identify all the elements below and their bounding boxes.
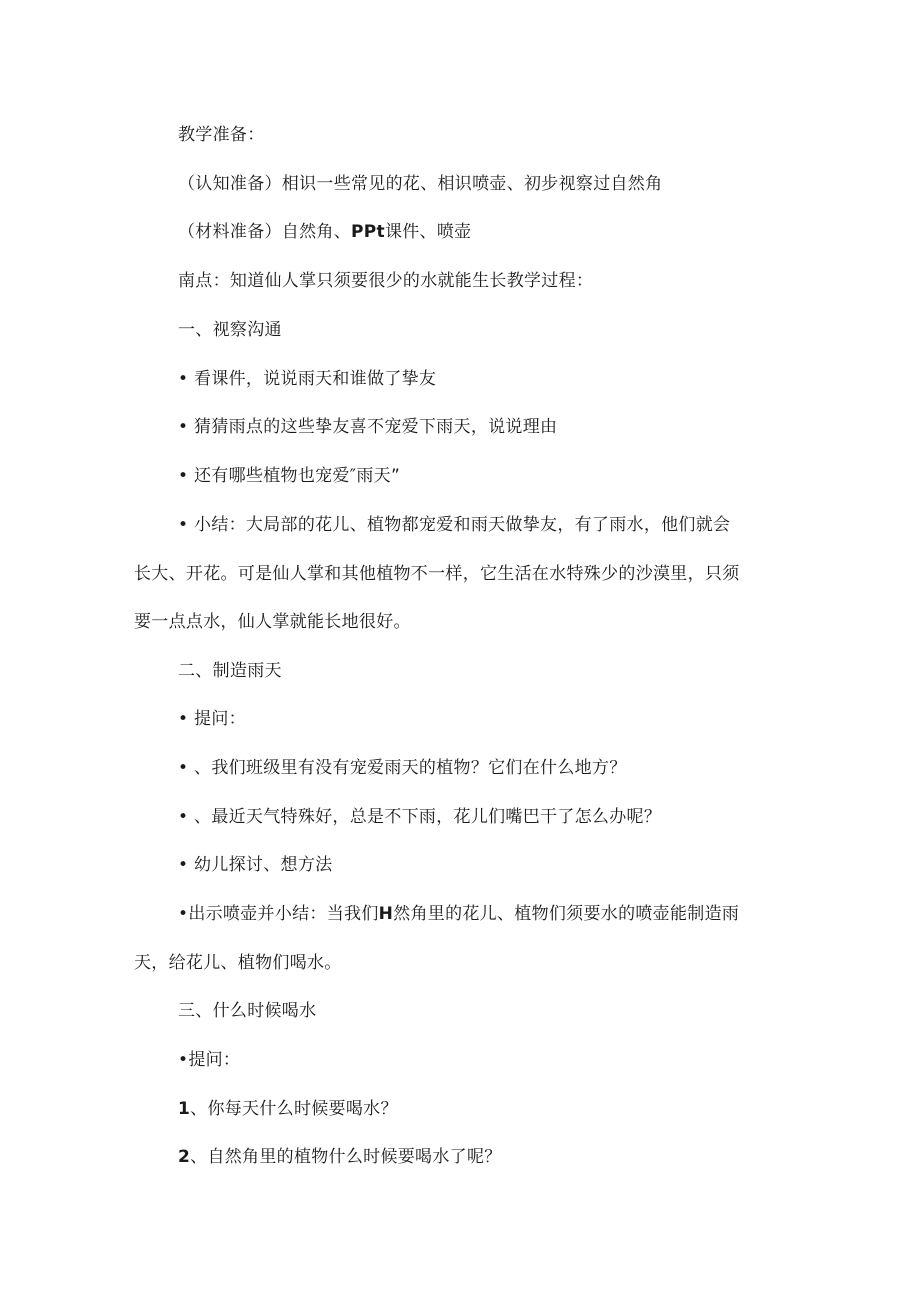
- heading-teaching-prep: 教学准备：: [178, 125, 265, 145]
- section-3-question-1-text: 、你每天什么时候要喝水？: [190, 1099, 398, 1119]
- section-2-question-2: • 、最近天气特殊好，总是不下雨，花儿们嘴巴干了怎么办呢？: [178, 807, 662, 827]
- section-3-question-1: [178, 1097, 398, 1121]
- section-3-question-2: [178, 1145, 502, 1169]
- difficulty-line: 南点：知道仙人掌只须要很少的水就能生长教学过程：: [178, 271, 594, 291]
- prep-material-ppt: PPt: [351, 222, 385, 242]
- section-3-ask: •提问：: [178, 1050, 241, 1070]
- section-2-show-line-2: 天，给花儿、植物们喝水。: [134, 953, 342, 973]
- section-2-show-line-1: [178, 902, 739, 926]
- prep-material-text-a: （材料准备）自然角、: [178, 222, 351, 242]
- prep-material: [178, 220, 471, 244]
- section-3-question-2-number: 2: [178, 1147, 191, 1167]
- section-1-bullet-2: • 猜猜雨点的这些挚友喜不宠爱下雨天，说说理由: [178, 417, 558, 437]
- section-2-question-1: • 、我们班级里有没有宠爱雨天的植物？它们在什么地方？: [178, 758, 627, 778]
- section-3-question-2-text: 、自然角里的植物什么时候要喝水了呢？: [190, 1147, 502, 1167]
- section-1-summary-line-3: 要一点点水，仙人掌就能长地很好。: [134, 612, 411, 632]
- section-3-question-1-number: 1: [178, 1099, 191, 1119]
- section-2-show-text-a: •出示喷壶并小结：当我们: [178, 904, 379, 924]
- prep-material-text-c: 课件、喷壶: [384, 222, 472, 242]
- section-1-summary-line-1: • 小结：大局部的花儿、植物都宠爱和雨天做挚友，有了雨水，他们就会: [178, 515, 731, 535]
- section-1-title: 一、视察沟通: [178, 320, 282, 340]
- section-2-ask: • 提问：: [178, 709, 246, 729]
- section-2-show-h: H: [378, 904, 394, 924]
- section-1-bullet-3: • 还有哪些植物也宠爱″雨天”: [178, 466, 401, 486]
- section-2-title: 二、制造雨天: [178, 661, 282, 681]
- section-3-title: 三、什么时候喝水: [178, 1001, 317, 1021]
- prep-cognitive: （认知准备）相识一些常见的花、相识喷壶、初步视察过自然角: [178, 174, 663, 194]
- section-2-discuss: • 幼儿探讨、想方法: [178, 855, 333, 875]
- section-1-summary-line-2: 长大、开花。可是仙人掌和其他植物不一样，它生活在水特殊少的沙漠里，只须: [134, 564, 740, 584]
- section-2-show-text-c: 然角里的花儿、植物们须要水的喷壶能制造雨: [393, 904, 740, 924]
- section-1-bullet-1: • 看课件，说说雨天和谁做了挚友: [178, 369, 437, 389]
